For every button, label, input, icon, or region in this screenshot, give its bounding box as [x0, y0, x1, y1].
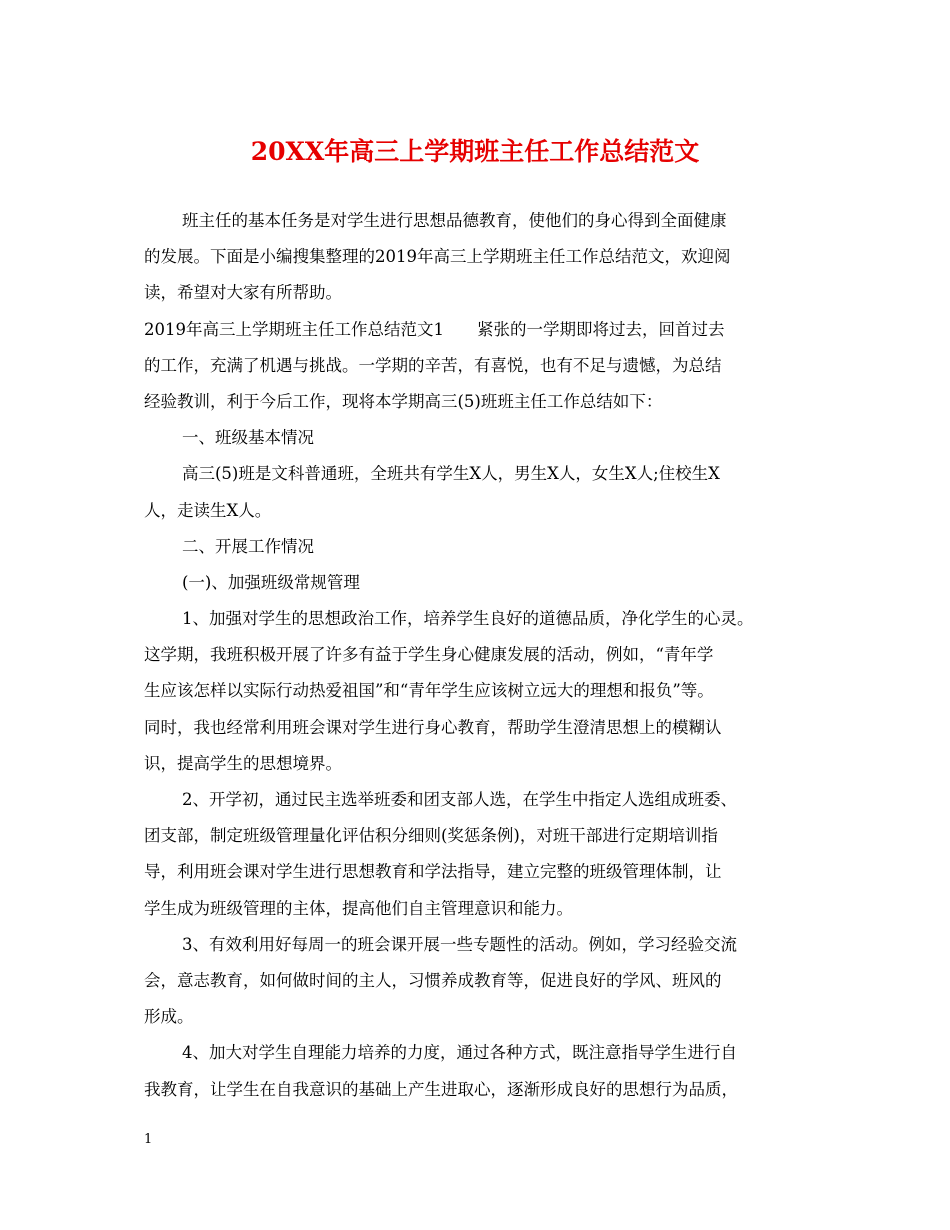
- paragraph-line: 2019年高三上学期班主任工作总结范文1 紧张的一学期即将过去，回首过去: [144, 319, 725, 339]
- paragraph-line: 生应该怎样以实际行动热爱祖国”和“青年学生应该树立远大的理想和报负”等。: [144, 681, 714, 701]
- paragraph-line: 这学期，我班积极开展了许多有益于学生身心健康发展的活动，例如，“青年学: [144, 645, 714, 665]
- document-body: [144, 203, 814, 1108]
- paragraph-line: 我教育，让学生在自我意识的基础上产生进取心，逐渐形成良好的思想行为品质，: [144, 1079, 738, 1099]
- paragraph-line: 识，提高学生的思想境界。: [144, 753, 342, 773]
- paragraph-line: 二、开展工作情况: [182, 536, 314, 556]
- paragraph-line: 同时，我也经常利用班会课对学生进行身心教育，帮助学生澄清思想上的模糊认: [144, 717, 722, 737]
- paragraph-line: 形成。: [144, 1007, 194, 1027]
- paragraph-line: 一、班级基本情况: [182, 428, 314, 448]
- paragraph-line: 人，走读生X人。: [144, 500, 272, 520]
- paragraph-line: 团支部，制定班级管理量化评估积分细则(奖惩条例)，对班干部进行定期培训指: [144, 826, 718, 846]
- paragraph-line: 班主任的基本任务是对学生进行思想品德教育，使他们的身心得到全面健康: [182, 211, 727, 230]
- paragraph-line: 2、开学初，通过民主选举班委和团支部人选，在学生中指定人选组成班委、: [182, 790, 737, 809]
- paragraph-line: 会，意志教育，如何做时间的主人，习惯养成教育等，促进良好的学风、班风的: [144, 970, 722, 990]
- document-title: 20XX年高三上学期班主任工作总结范文: [250, 137, 700, 166]
- paragraph-line: 学生成为班级管理的主体，提高他们自主管理意识和能力。: [144, 898, 573, 918]
- paragraph-line: 4、加大对学生自理能力培养的力度，通过各种方式，既注意指导学生进行自: [182, 1043, 737, 1063]
- paragraph-line: 导，利用班会课对学生进行思想教育和学法指导，建立完整的班级管理体制，让: [144, 862, 722, 882]
- paragraph-line: 3、有效利用好每周一的班会课开展一些专题性的活动。例如，学习经验交流: [182, 934, 737, 954]
- paragraph-line: 经验教训，利于今后工作，现将本学期高三(5)班班主任工作总结如下：: [144, 391, 663, 411]
- paragraph-line: 读，希望对大家有所帮助。: [144, 283, 342, 303]
- paragraph-line: 的工作，充满了机遇与挑战。一学期的辛苦，有喜悦，也有不足与遗憾，为总结: [144, 355, 722, 375]
- paragraph-line: 的发展。下面是小编搜集整理的2019年高三上学期班主任工作总结范文，欢迎阅: [144, 247, 731, 267]
- paragraph-line: 高三(5)班是文科普通班，全班共有学生X人，男生X人，女生X人;住校生X: [182, 464, 720, 484]
- paragraph-line: 1、加强对学生的思想政治工作，培养学生良好的道德品质，净化学生的心灵。: [182, 609, 754, 629]
- paragraph-line: (一)、加强班级常规管理: [182, 572, 360, 592]
- page-number: 1: [144, 1132, 153, 1147]
